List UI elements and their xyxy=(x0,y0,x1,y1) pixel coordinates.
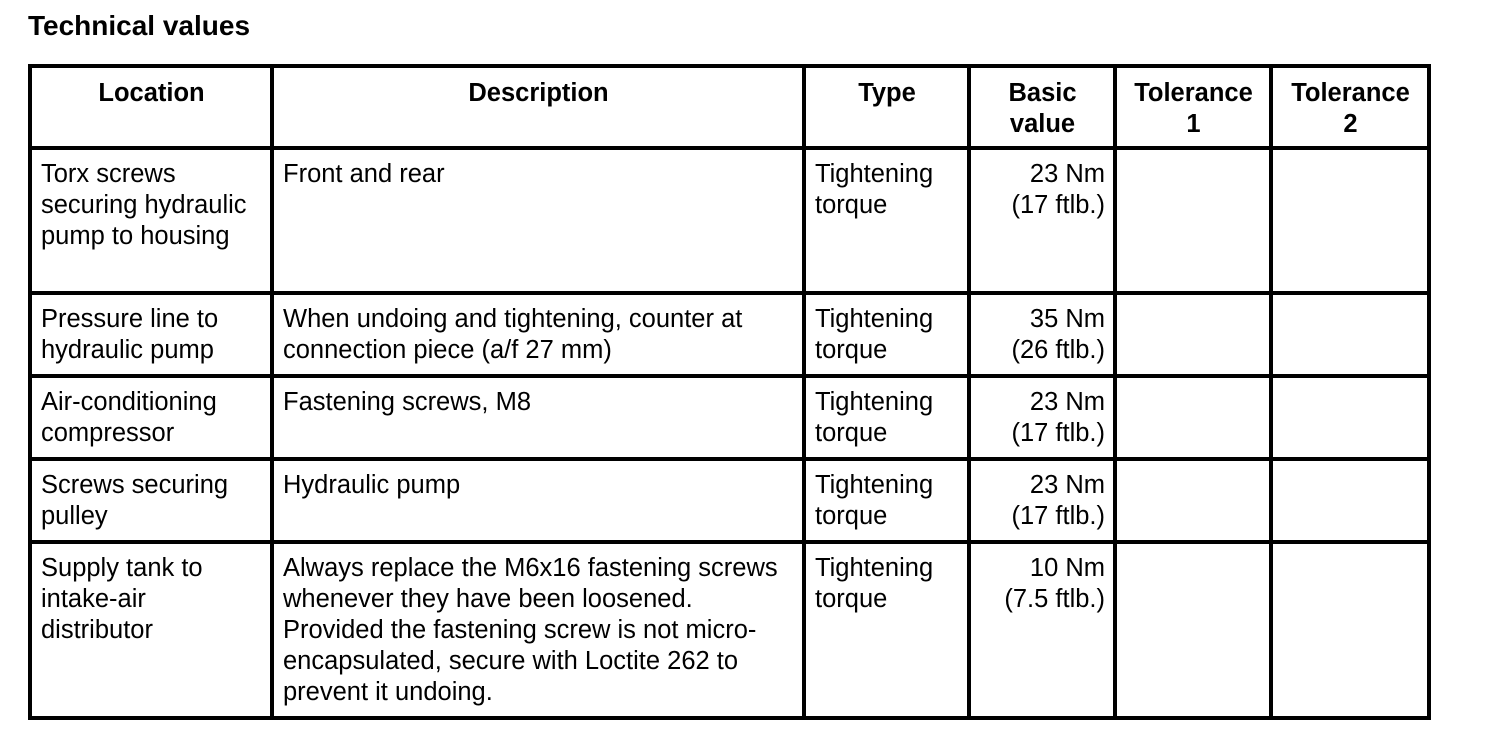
basic-value-cell: 23 Nm (17 ftlb.) xyxy=(969,459,1115,542)
location-cell: Torx screws securing hydraulic pump to housing xyxy=(30,148,272,293)
description-cell: When undoing and tightening, counter at connection piece (a/f 27 mm) xyxy=(272,293,804,376)
basic-value-cell: 23 Nm (17 ftlb.) xyxy=(969,376,1115,459)
tolerance-2-cell xyxy=(1271,459,1429,542)
tolerance-1-cell xyxy=(1115,148,1271,293)
tolerance-2-cell xyxy=(1271,376,1429,459)
table-row xyxy=(30,459,1429,542)
column-header-tolerance-1: Tolerance 1 xyxy=(1115,66,1271,148)
description-cell: Fastening screws, M8 xyxy=(272,376,804,459)
type-cell: Tightening torque xyxy=(804,293,969,376)
basic-value-cell: 35 Nm (26 ftlb.) xyxy=(969,293,1115,376)
description-cell: Front and rear xyxy=(272,148,804,293)
tolerance-2-cell xyxy=(1271,148,1429,293)
page-title: Technical values xyxy=(28,10,251,41)
tolerance-2-cell xyxy=(1271,542,1429,718)
table-row xyxy=(30,293,1429,376)
tolerance-1-cell xyxy=(1115,459,1271,542)
description-cell: Hydraulic pump xyxy=(272,459,804,542)
basic-value-cell: 10 Nm (7.5 ftlb.) xyxy=(969,542,1115,718)
header-row xyxy=(30,66,1429,148)
column-header-type: Type xyxy=(804,66,969,148)
type-cell: Tightening torque xyxy=(804,459,969,542)
column-header-basic-value: Basic value xyxy=(969,66,1115,148)
technical-values-table xyxy=(28,64,1431,720)
location-cell: Screws securing pulley xyxy=(30,459,272,542)
location-cell: Pressure line to hydraulic pump xyxy=(30,293,272,376)
tolerance-1-cell xyxy=(1115,542,1271,718)
tolerance-1-cell xyxy=(1115,293,1271,376)
location-cell: Air-conditioning compressor xyxy=(30,376,272,459)
tolerance-1-cell xyxy=(1115,376,1271,459)
tolerance-2-cell xyxy=(1271,293,1429,376)
description-cell: Always replace the M6x16 fastening screws whenever they have been loosened. Provided the fastening screw is not micro-encapsulated, secure with Loctite 262 to prevent it undoing. xyxy=(272,542,804,718)
type-cell: Tightening torque xyxy=(804,542,969,718)
type-cell: Tightening torque xyxy=(804,148,969,293)
basic-value-cell: 23 Nm (17 ftlb.) xyxy=(969,148,1115,293)
location-cell: Supply tank to intake-air distributor xyxy=(30,542,272,718)
column-header-description: Description xyxy=(272,66,804,148)
column-header-tolerance-2: Tolerance 2 xyxy=(1271,66,1429,148)
table-row xyxy=(30,542,1429,718)
column-header-location: Location xyxy=(30,66,272,148)
type-cell: Tightening torque xyxy=(804,376,969,459)
table-row xyxy=(30,376,1429,459)
table-row xyxy=(30,148,1429,293)
